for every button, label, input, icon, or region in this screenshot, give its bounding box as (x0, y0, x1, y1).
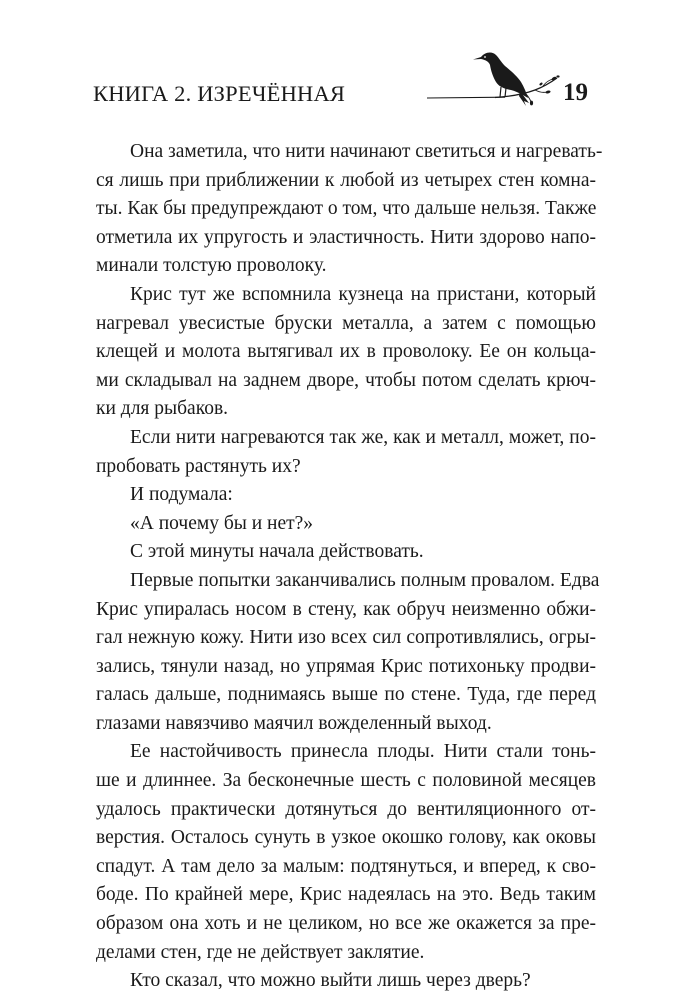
text-line: Если нити нагреваются так же, как и металл, может, по- (130, 426, 596, 448)
text-line: Крис тут же вспомнила кузнеца на пристани, который (130, 283, 596, 305)
text-line: удалось практически дотянуться до вентиляционного от- (96, 798, 596, 820)
text-line: Крис упиралась носом в стену, как обруч неизменно обжи- (96, 598, 596, 620)
text-line: ми складывал на заднем дворе, чтобы потом сделать крюч- (96, 369, 596, 391)
text-line: глазами навязчиво маячил вожделенный выход. (96, 712, 492, 734)
text-line: С этой минуты начала действовать. (130, 541, 424, 563)
text-line: зались, тянули назад, но упрямая Крис потихоньку продви- (96, 655, 596, 677)
text-line: Первые попытки заканчивались полным провалом. Едва (130, 569, 600, 591)
text-line: спадут. А там дело за малым: подтянуться, и вперед, к сво- (96, 855, 596, 877)
text-line: боде. По крайней мере, Крис надеялась на это. Ведь таким (96, 884, 596, 906)
text-line: клещей и молота вытягивал их в проволоку. Ее он кольца- (96, 341, 596, 363)
text-line: образом она хоть и не целиком, но все же окажется за пре- (96, 913, 596, 935)
text-line: отметила их упругость и эластичность. Нити здорово напо- (96, 226, 596, 248)
text-line: верстия. Осталось сунуть в узкое окошко голову, как оковы (96, 827, 596, 849)
page-header (0, 0, 673, 120)
raven-on-branch-icon (425, 46, 565, 114)
text-line: гал нежную кожу. Нити изо всех сил сопротивлялись, огры- (96, 627, 596, 649)
text-line: ся лишь при приближении к любой из четырех стен комна- (96, 169, 596, 191)
text-line: ше и длиннее. За бесконечные шесть с половиной месяцев (96, 770, 596, 792)
body-text (96, 138, 603, 996)
text-line: Ее настойчивость принесла плоды. Нити стали тонь- (130, 741, 596, 763)
text-line: И подумала: (130, 484, 233, 506)
text-line: ты. Как бы предупреждают о том, что дальше нельзя. Также (96, 198, 597, 220)
running-title: КНИГА 2. ИЗРЕЧЁННАЯ (93, 81, 346, 106)
text-line: делами стен, где не действует заклятие. (96, 941, 425, 963)
text-line: пробовать растянуть их? (96, 455, 301, 477)
text-line: «А почему бы и нет?» (130, 512, 314, 534)
text-line: ки для рыбаков. (96, 398, 229, 420)
text-line: нагревал увесистые бруски металла, а затем с помощью (96, 312, 596, 334)
text-line: Она заметила, что нити начинают светиться и нагревать- (130, 141, 603, 162)
text-line: Кто сказал, что можно выйти лишь через дверь? (130, 970, 531, 992)
text-line: минали толстую проволоку. (96, 255, 327, 277)
page-number: 19 (563, 79, 588, 106)
text-line: галась дальше, поднимаясь выше по стене. Туда, где перед (96, 684, 596, 706)
